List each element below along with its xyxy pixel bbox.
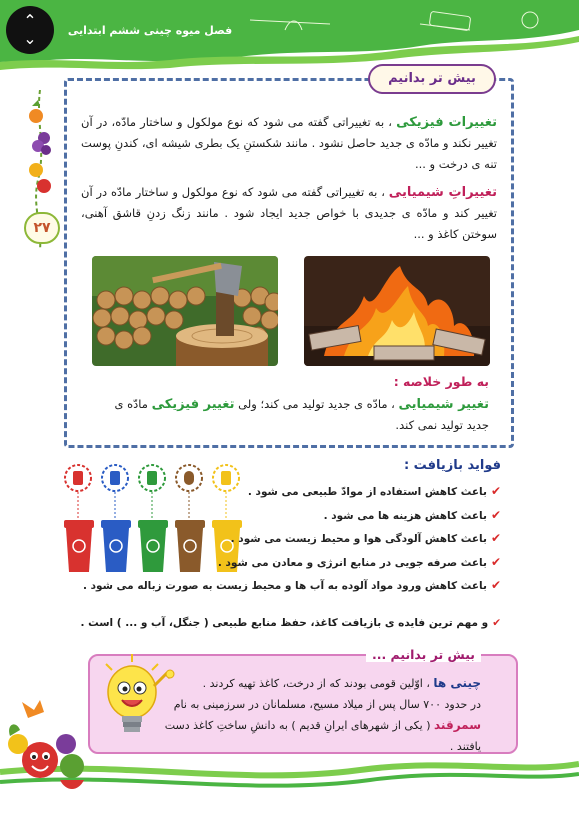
summary-title: به طور خلاصه :: [393, 374, 489, 389]
did-you-know-heading: بیش تر بدانیم ...: [366, 647, 481, 662]
benefit-item: [211, 480, 501, 504]
did-you-know-line-1: [141, 673, 481, 694]
benefit-item: [82, 574, 501, 598]
chemical-change-paragraph: [81, 182, 497, 245]
final-note-text: و مهم ترین فایده ی بازیافت کاغذ، حفظ منابع طبیعی ( جنگل، آب و ... ) است .: [80, 617, 489, 629]
header-band: [0, 0, 579, 78]
line-1-text: ، اوّلین قومی بودند که از درخت، کاغذ تهیه کردند .: [202, 677, 434, 690]
summary-chemical-term: تغییر شیمیایی: [398, 397, 489, 412]
benefit-text: باعث کاهش آلودگی هوا و محیط زیست می شود .: [230, 533, 487, 545]
line-3-text: ( یکی از شهرهای ایرانِ قدیم ) به دانشِ ساختِ کاغذ دست یافتند .: [164, 719, 481, 753]
summary-end-text: مادّه ی جدید تولید نمی کند.: [114, 397, 489, 432]
chemical-change-term: تغییراتِ شیمیایی: [388, 185, 497, 200]
burning-wood-photo: [304, 256, 490, 366]
benefit-text: باعث کاهش استفاده از موادّ طبیعی می شود .: [247, 486, 487, 498]
check-icon: ✔: [490, 578, 501, 592]
chinese-term: چینی ها: [433, 676, 481, 690]
check-icon: ✔: [490, 507, 501, 522]
check-icon: ✔: [490, 531, 501, 545]
physical-change-paragraph: [81, 112, 497, 175]
recycle-bin-icon: [175, 465, 205, 572]
chopping-wood-photo: [92, 256, 278, 366]
chemical-change-text: ، به تغییراتی گفته می شود که نوع مولکول و ساختار مادّه در آن تغییر کند و مادّه ی جدیدی با خواص جدید ایجاد شود . مانند زنگ زدنِ قاشق آهنی، سوختن کاغذ و ...: [81, 185, 497, 241]
recycling-final-note: [80, 617, 501, 629]
benefit-item: [211, 551, 501, 575]
recycle-bin-icon: [101, 465, 131, 572]
benefit-item: [211, 527, 501, 551]
benefit-text: باعث کاهش هزینه ها می شود .: [323, 509, 487, 522]
did-you-know-line-2: در حدود ۷۰۰ سال پس از میلاد مسیح، مسلمانان در سرزمینی به نام: [173, 698, 481, 711]
recycle-bin-icon: [64, 465, 94, 572]
summary-text: [89, 394, 489, 435]
summary-mid-text: ، مادّه ی جدید تولید می کند؛ ولی: [234, 397, 399, 411]
check-icon: ✔: [490, 554, 501, 569]
recycling-benefits-list: [82, 480, 501, 598]
summary-physical-term: تغییر فیزیکی: [151, 397, 235, 412]
chevron-down-icon[interactable]: ⌄: [23, 29, 37, 48]
info-box-heading: بیش تر بدانیم: [368, 64, 496, 94]
chevron-up-icon[interactable]: ⌃: [23, 11, 37, 30]
physical-change-text: ، به تغییراتی گفته می شود که نوع مولکول و ساختار مادّه، در آن تغییر نکند و مادّه ی جدید حاصل نشود . مانند شکستنِ یک بطری شیشه ای، کندنِ پوست تنه ی درخت و ...: [81, 115, 497, 171]
bottom-decoration: [0, 700, 579, 820]
benefit-text: باعث صرفه جویی در منابع انرژی و معادن می شود .: [217, 556, 487, 569]
check-icon: ✔: [492, 617, 501, 629]
benefit-item: [211, 504, 501, 528]
page-number: ۲۷: [24, 212, 60, 244]
samarkand-term: سمرقند: [434, 718, 481, 732]
benefit-text: باعث کاهش ورود مواد آلوده به آب ها و محیط زیست به صورت زباله می شود .: [82, 580, 487, 592]
recycle-bin-icon: [138, 465, 168, 572]
chapter-title: فصل میوه چینی ششم ابتدایی: [67, 24, 233, 37]
page-nav-control: [6, 6, 54, 54]
fruit-basket-icon: [8, 700, 84, 789]
check-icon: ✔: [490, 484, 501, 498]
recycling-benefits-title: فواید بازیافت :: [403, 458, 501, 473]
physical-change-term: تغییرات فیزیکی: [396, 115, 497, 130]
